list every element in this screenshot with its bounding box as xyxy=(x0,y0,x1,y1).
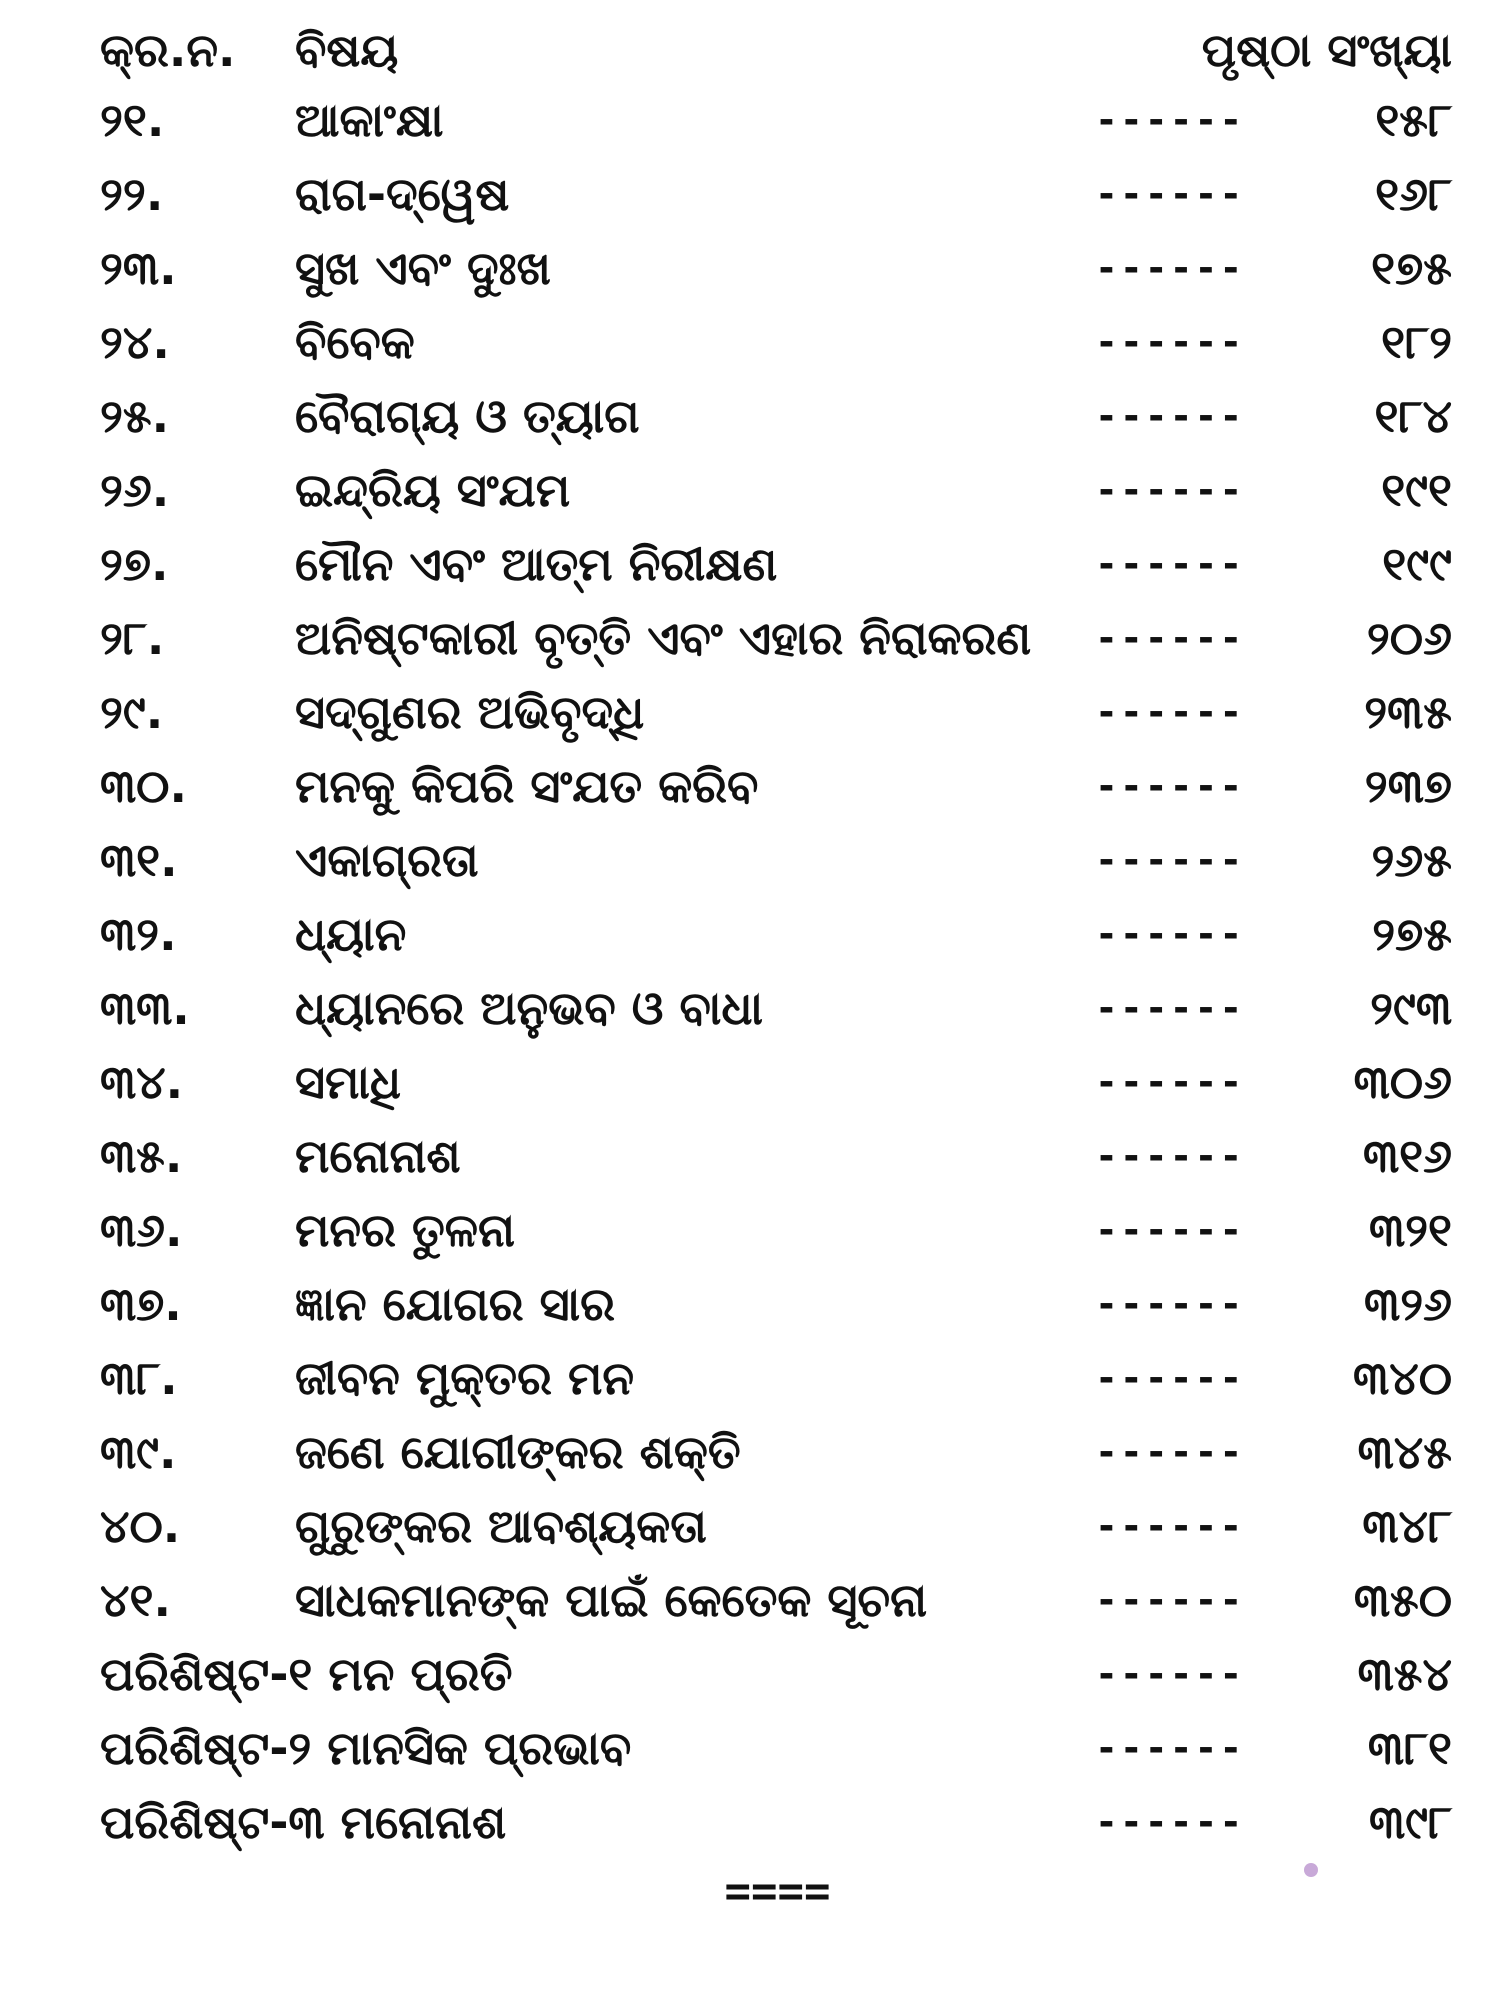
appendix-row xyxy=(0,1639,1500,1709)
entry-number: ୩୫. xyxy=(100,1129,183,1183)
entry-leader: ------ xyxy=(1095,690,1245,734)
toc-row xyxy=(0,1195,1500,1265)
entry-number: ୩୪. xyxy=(100,1055,184,1109)
entry-title: ଜଣେ ଯୋଗୀଙ୍କର ଶକ୍ତି xyxy=(295,1425,741,1479)
entry-leader: ------ xyxy=(1095,616,1245,660)
entry-page: ୩୪୫ xyxy=(1357,1425,1452,1479)
toc-row xyxy=(0,381,1500,451)
toc-row xyxy=(0,899,1500,969)
entry-title: ଜୀବନ ମୁକ୍ତର ମନ xyxy=(295,1351,635,1405)
entry-title: ସୁଖ ଏବଂ ଦୁଃଖ xyxy=(295,241,551,295)
entry-title: ଧ୍ୟାନ xyxy=(295,907,407,961)
appendix-label: ପରିଶିଷ୍ଟ-୩ ମନୋନାଶ xyxy=(100,1795,507,1849)
entry-page: ୩୫୪ xyxy=(1357,1647,1452,1701)
entry-title: ମୌନ ଏବଂ ଆତ୍ମ ନିରୀକ୍ଷଣ xyxy=(295,537,778,591)
toc-row xyxy=(0,1269,1500,1339)
entry-leader: ------ xyxy=(1095,1726,1245,1770)
entry-title: ବିବେକ xyxy=(295,315,415,369)
entry-page: ୩୪୮ xyxy=(1362,1499,1452,1553)
entry-number: ୨୨. xyxy=(100,167,164,221)
entry-page: ୩୨୬ xyxy=(1364,1277,1452,1331)
entry-leader: ------ xyxy=(1095,986,1245,1030)
entry-page: ୩୮୧ xyxy=(1367,1721,1452,1775)
appendix-row xyxy=(0,1787,1500,1857)
entry-number: ୩୧. xyxy=(100,833,178,887)
entry-page: ୨୯୩ xyxy=(1370,981,1452,1035)
end-separator: ==== xyxy=(724,1866,831,1917)
entry-title: ମନର ତୁଳନା xyxy=(295,1203,515,1257)
entry-title: ଧ୍ୟାନରେ ଅନୁଭବ ଓ ବାଧା xyxy=(295,981,763,1035)
entry-number: ୨୧. xyxy=(100,93,165,147)
entry-page: ୧୯୯ xyxy=(1382,537,1452,591)
entry-leader: ------ xyxy=(1095,764,1245,808)
entry-number: ୩୮. xyxy=(100,1351,178,1405)
toc-row xyxy=(0,529,1500,599)
entry-title: ମନକୁ କିପରି ସଂଯତ କରିବ xyxy=(295,759,759,813)
entry-title: ଜ୍ଞାନ ଯୋଗର ସାର xyxy=(295,1277,615,1331)
entry-page: ୨୩୭ xyxy=(1364,759,1452,813)
entry-title: ସାଧକମାନଙ୍କ ପାଇଁ କେତେକ ସୂଚନା xyxy=(295,1573,928,1627)
entry-leader: ------ xyxy=(1095,468,1245,512)
toc-row xyxy=(0,233,1500,303)
entry-leader: ------ xyxy=(1095,172,1245,216)
entry-page: ୨୩୫ xyxy=(1364,685,1452,739)
entry-leader: ------ xyxy=(1095,912,1245,956)
appendix-row xyxy=(0,1713,1500,1783)
toc-row xyxy=(0,1121,1500,1191)
toc-row xyxy=(0,455,1500,525)
toc-row xyxy=(0,1343,1500,1413)
entry-number: ୩୩. xyxy=(100,981,190,1035)
entry-leader: ------ xyxy=(1095,1282,1245,1326)
entry-number: ୪୦. xyxy=(100,1499,181,1553)
entry-leader: ------ xyxy=(1095,1060,1245,1104)
entry-page: ୩୦୬ xyxy=(1353,1055,1452,1109)
entry-page: ୧୮୨ xyxy=(1381,315,1452,369)
entry-number: ୪୧. xyxy=(100,1573,171,1627)
entry-number: ୩୭. xyxy=(100,1277,182,1331)
entry-title: ମନୋନାଶ xyxy=(295,1129,461,1183)
entry-leader: ------ xyxy=(1095,1504,1245,1548)
entry-page: ୨୭୫ xyxy=(1372,907,1452,961)
entry-page: ୩୨୧ xyxy=(1368,1203,1452,1257)
entry-leader: ------ xyxy=(1095,1134,1245,1178)
entry-leader: ------ xyxy=(1095,1208,1245,1252)
entry-title: ସମାଧି xyxy=(295,1055,402,1109)
page-number-header: ପୃଷ୍ଠା ସଂଖ୍ୟା xyxy=(1201,23,1452,77)
entry-title: ଆକାଂକ୍ଷା xyxy=(295,93,444,147)
entry-page: ୧୬୮ xyxy=(1375,167,1452,221)
entry-page: ୧୭୫ xyxy=(1371,241,1452,295)
entry-leader: ------ xyxy=(1095,1652,1245,1696)
toc-row xyxy=(0,85,1500,155)
toc-row xyxy=(0,1047,1500,1117)
entry-page: ୩୧୬ xyxy=(1362,1129,1452,1183)
entry-number: ୩୯. xyxy=(100,1425,177,1479)
entry-leader: ------ xyxy=(1095,98,1245,142)
entry-number: ୨୯. xyxy=(100,685,164,739)
entry-leader: ------ xyxy=(1095,1356,1245,1400)
entry-number: ୨୮. xyxy=(100,611,165,665)
entry-number: ୨୪. xyxy=(100,315,170,369)
toc-row xyxy=(0,1417,1500,1487)
toc-row xyxy=(0,307,1500,377)
entry-leader: ------ xyxy=(1095,838,1245,882)
entry-leader: ------ xyxy=(1095,1578,1245,1622)
appendix-label: ପରିଶିଷ୍ଟ-୧ ମନ ପ୍ରତି xyxy=(100,1647,513,1701)
entry-page: ୨୦୬ xyxy=(1366,611,1452,665)
toc-row xyxy=(0,973,1500,1043)
toc-header xyxy=(0,15,1500,85)
entry-number: ୩୦. xyxy=(100,759,187,813)
entry-page: ୧୯୧ xyxy=(1381,463,1452,517)
entry-page: ୨୬୫ xyxy=(1371,833,1452,887)
entry-leader: ------ xyxy=(1095,1800,1245,1844)
entry-leader: ------ xyxy=(1095,1430,1245,1474)
toc-row xyxy=(0,1491,1500,1561)
entry-title: ରାଗ-ଦ୍ୱେଷ xyxy=(295,167,510,221)
entry-title: ଗୁରୁଙ୍କର ଆବଶ୍ୟକତା xyxy=(295,1499,707,1553)
toc-row xyxy=(0,677,1500,747)
entry-number: ୨୩. xyxy=(100,241,177,295)
entry-page: ୩୪୦ xyxy=(1353,1351,1452,1405)
entry-title: ବୈରାଗ୍ୟ ଓ ତ୍ୟାଗ xyxy=(295,389,640,443)
entry-title: ଇନ୍ଦ୍ରିୟ ସଂଯମ xyxy=(295,463,571,517)
entry-page: ୧୫୮ xyxy=(1375,93,1452,147)
serial-header: କ୍ର.ନ. xyxy=(100,23,236,77)
entry-number: ୨୫. xyxy=(100,389,170,443)
entry-number: ୨୭. xyxy=(100,537,169,591)
entry-number: ୩୨. xyxy=(100,907,177,961)
entry-page: ୩୫୦ xyxy=(1353,1573,1452,1627)
subject-header: ବିଷୟ xyxy=(295,23,399,77)
entry-number: ୩୬. xyxy=(100,1203,183,1257)
entry-leader: ------ xyxy=(1095,246,1245,290)
entry-leader: ------ xyxy=(1095,320,1245,364)
entry-title: ଏକାଗ୍ରତା xyxy=(295,833,479,887)
entry-leader: ------ xyxy=(1095,394,1245,438)
entry-title: ସଦ୍‌ଗୁଣର ଅଭିବୃଦ୍ଧି xyxy=(295,685,645,739)
toc-row xyxy=(0,751,1500,821)
entry-leader: ------ xyxy=(1095,542,1245,586)
toc-row xyxy=(0,825,1500,895)
entry-page: ୧୮୪ xyxy=(1374,389,1452,443)
ink-speck xyxy=(1304,1863,1318,1877)
toc-row xyxy=(0,159,1500,229)
appendix-label: ପରିଶିଷ୍ଟ-୨ ମାନସିକ ପ୍ରଭାବ xyxy=(100,1721,632,1775)
entry-number: ୨୬. xyxy=(100,463,170,517)
toc-row xyxy=(0,1565,1500,1635)
toc-row xyxy=(0,603,1500,673)
entry-page: ୩୯୮ xyxy=(1368,1795,1452,1849)
entry-title: ଅନିଷ୍ଟକାରୀ ବୃତ୍ତି ଏବଂ ଏହାର ନିରାକରଣ xyxy=(295,611,1032,665)
